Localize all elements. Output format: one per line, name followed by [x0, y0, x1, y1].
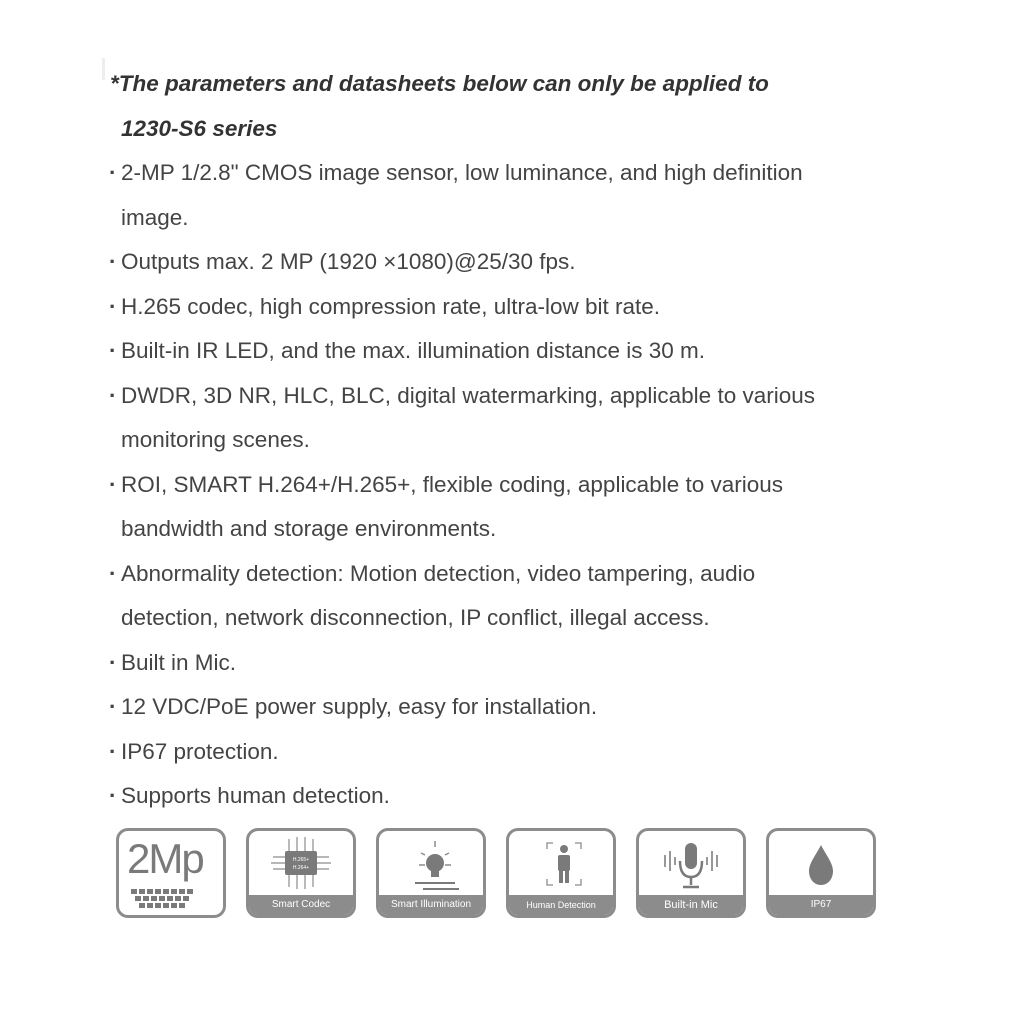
chip-icon — [249, 831, 353, 897]
badge-smart-codec — [246, 828, 356, 918]
badge-human-detection — [506, 828, 616, 918]
feature-list — [110, 151, 910, 819]
badge-built-in-mic — [636, 828, 746, 918]
2mp-icon: 2Mp — [127, 835, 203, 882]
badge-caption: Built-in Mic — [639, 895, 743, 915]
feature-item: · 12 VDC/PoE power supply, easy for installation. — [110, 685, 910, 730]
series-note-line-2: 1230-S6 series — [121, 115, 278, 141]
badge-caption: Human Detection — [509, 895, 613, 915]
left-border — [102, 58, 105, 80]
badge-caption: Smart Illumination — [379, 895, 483, 915]
water-drop-icon — [769, 831, 873, 897]
series-note — [110, 62, 910, 151]
feature-item: · 2-MP 1/2.8" CMOS image sensor, low luminance, and high definition image. — [110, 151, 910, 240]
spec-content — [110, 62, 910, 819]
badge-smart-illumination — [376, 828, 486, 918]
feature-item: · Built-in IR LED, and the max. illumination distance is 30 m. — [110, 329, 910, 374]
feature-item: · Abnormality detection: Motion detection, video tampering, audio detection, network disconnection, IP conflict, illegal access. — [110, 552, 910, 641]
feature-item: · H.265 codec, high compression rate, ultra-low bit rate. — [110, 285, 910, 330]
feature-item: · Outputs max. 2 MP (1920 ×1080)@25/30 fps. — [110, 240, 910, 285]
series-note-line-1: *The parameters and datasheets below can only be applied to — [110, 71, 769, 96]
feature-item: · Built in Mic. — [110, 641, 910, 686]
feature-item: · IP67 protection. — [110, 730, 910, 775]
feature-item: · ROI, SMART H.264+/H.265+, flexible coding, applicable to various bandwidth and storage environments. — [110, 463, 910, 552]
chip-label-1: H.265+ — [292, 857, 310, 863]
lightbulb-icon — [379, 831, 483, 897]
badge-caption: IP67 — [769, 895, 873, 915]
badge-caption: Smart Codec — [249, 895, 353, 915]
badge-2mp — [116, 828, 226, 918]
human-icon — [509, 831, 613, 897]
feature-item: · DWDR, 3D NR, HLC, BLC, digital watermarking, applicable to various monitoring scenes. — [110, 374, 910, 463]
microphone-icon — [639, 831, 743, 897]
pixel-grid-icon — [119, 831, 223, 915]
chip-label-2: H.264+ — [292, 865, 310, 871]
badge-ip67 — [766, 828, 876, 918]
feature-item: · Supports human detection. — [110, 774, 910, 819]
feature-badges — [116, 828, 886, 924]
